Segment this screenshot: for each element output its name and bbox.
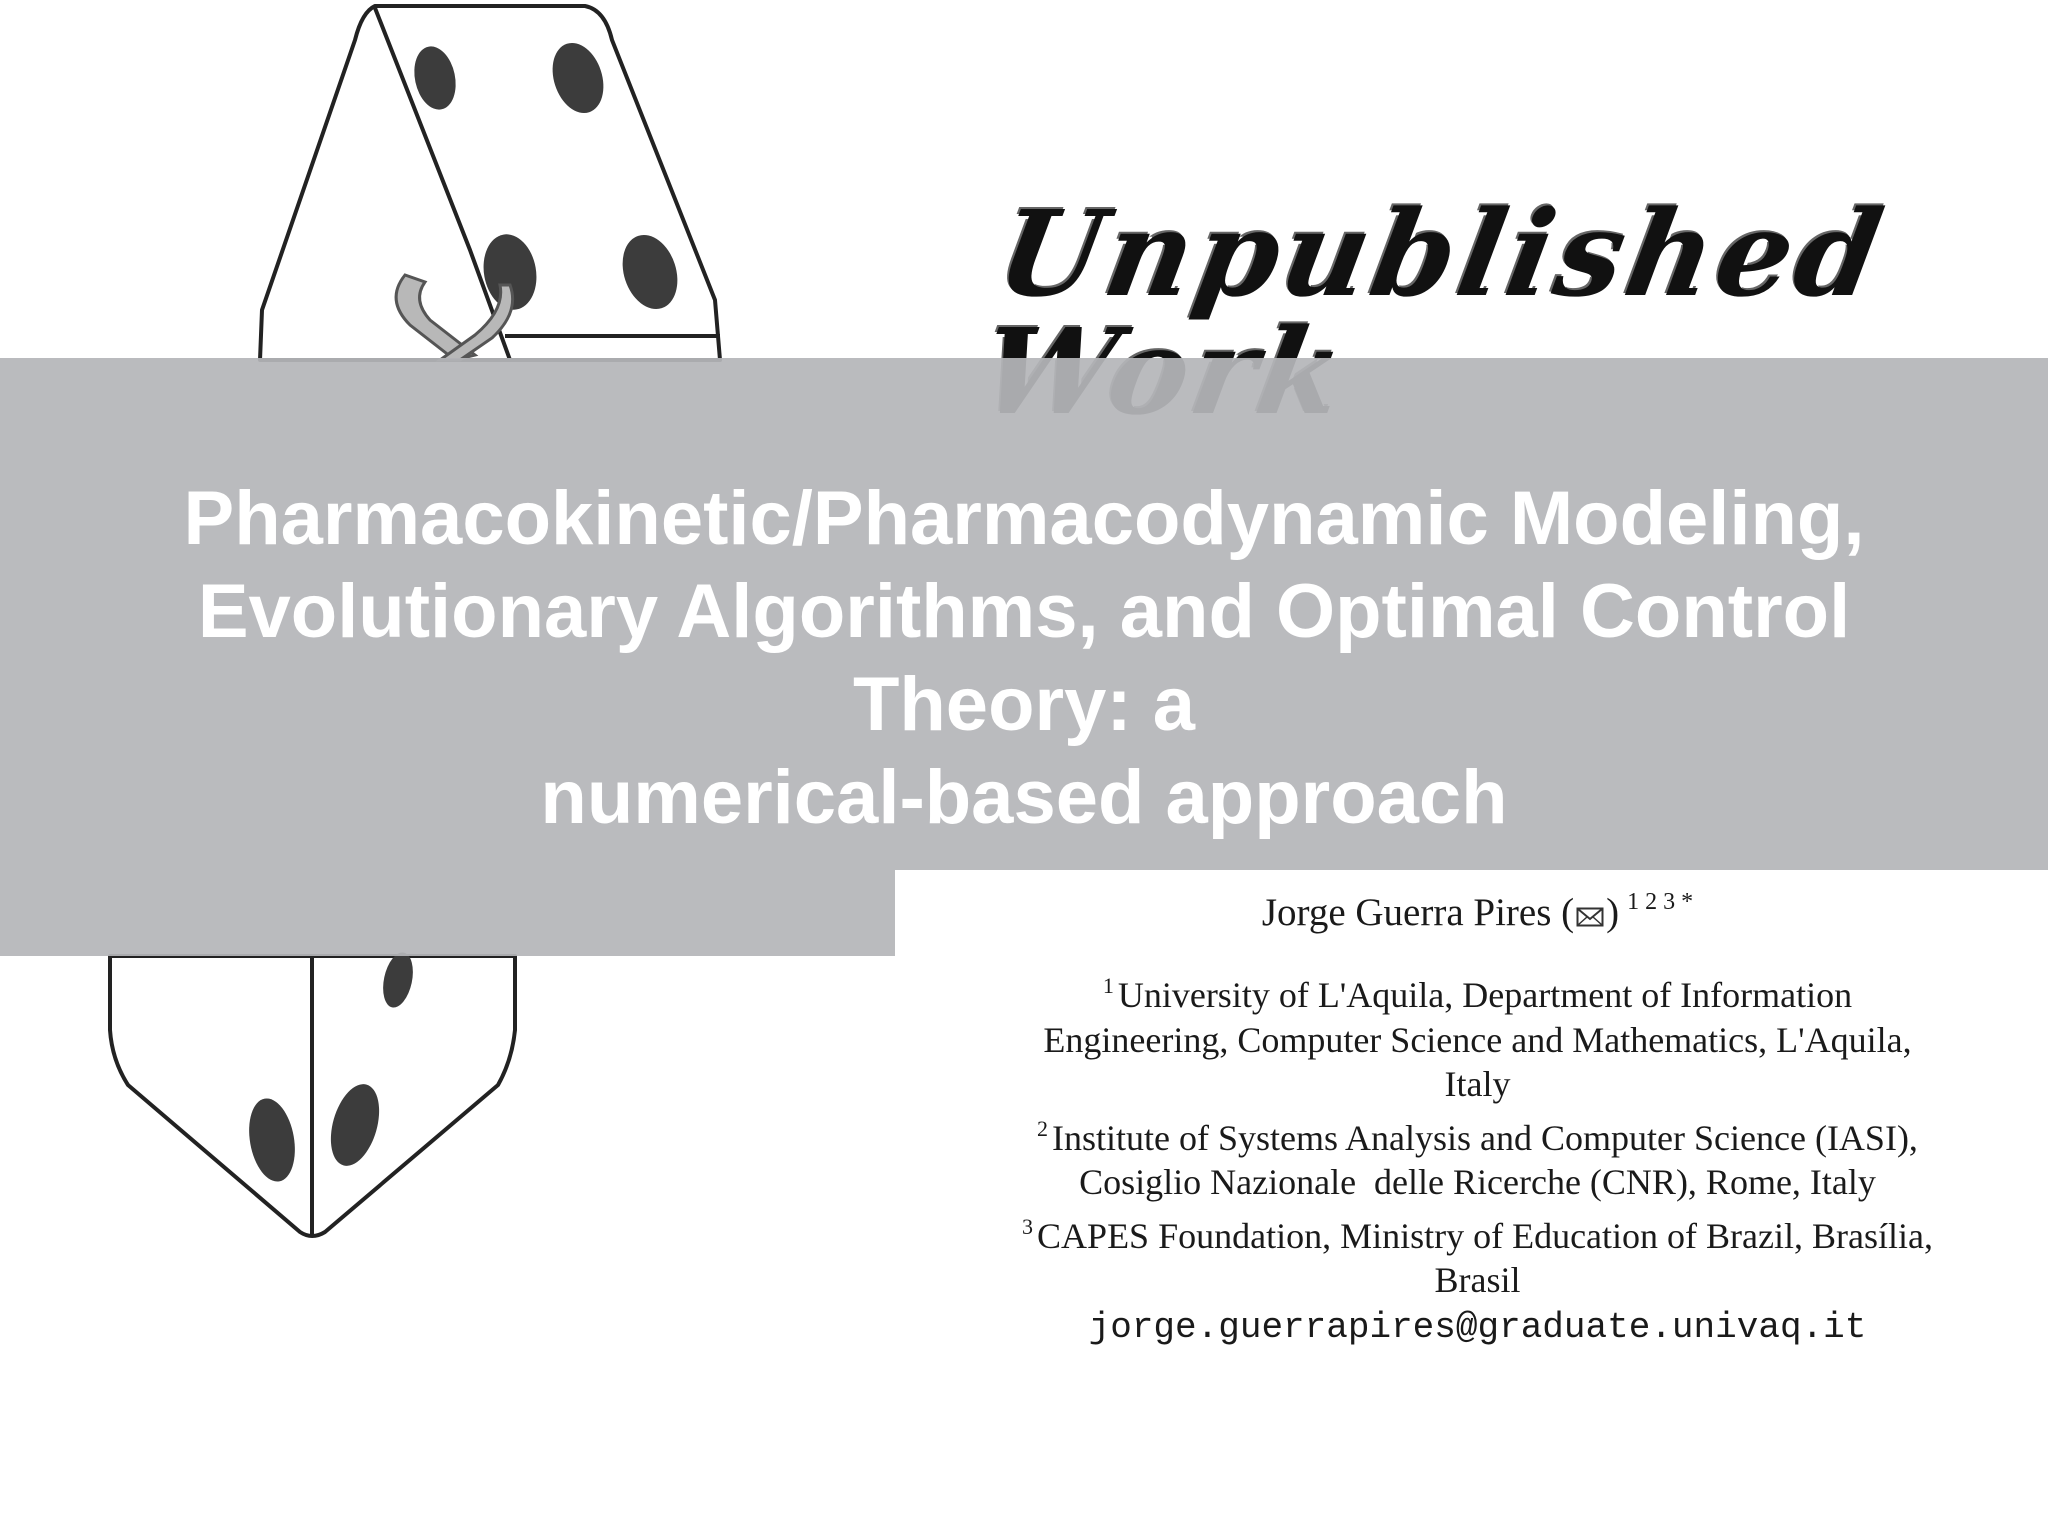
author-name-close: )	[1606, 891, 1620, 934]
author-block	[940, 876, 2015, 1351]
envelope-icon[interactable]	[1576, 890, 1604, 942]
affiliation-text: Institute of Systems Analysis and Computer Science (IASI),	[1052, 1117, 1918, 1158]
affiliation-number: 3	[1022, 1213, 1034, 1239]
bottom-die	[110, 956, 515, 1236]
affiliation-text: Engineering, Computer Science and Mathematics, L'Aquila,	[1043, 1019, 1912, 1060]
affiliation-text: Brasil	[1434, 1260, 1521, 1301]
title-line: Theory: a	[852, 662, 1196, 747]
affiliation-number: 1	[1102, 973, 1114, 999]
author-name-text: Jorge Guerra Pires (	[1261, 891, 1575, 934]
title-line: Evolutionary Algorithms, and Optimal Control	[197, 569, 1851, 654]
affiliation-3	[940, 1205, 2015, 1303]
affiliation-text: Cosiglio Nazionale delle Ricerche (CNR), Rome, Italy	[1079, 1162, 1876, 1203]
affiliation-text: CAPES Foundation, Ministry of Education of Brazil, Brasília,	[1037, 1215, 1933, 1256]
affiliation-number: 2	[1037, 1115, 1049, 1141]
title-line: Pharmacokinetic/Pharmacodynamic Modeling,	[183, 476, 1865, 561]
affiliation-text: Italy	[1444, 1064, 1511, 1105]
title-band-lower	[0, 870, 895, 956]
stamp-line-1: Unpublished	[988, 184, 1896, 323]
affiliation-2	[940, 1107, 2015, 1205]
paper-title	[0, 472, 2048, 844]
author-name	[940, 876, 2015, 942]
author-affiliation-markers: 1 2 3 *	[1627, 889, 1694, 915]
title-line: numerical-based approach	[540, 755, 1508, 840]
affiliation-1	[940, 964, 2015, 1107]
author-email[interactable]: jorge.guerrapires@graduate.univaq.it	[1088, 1306, 1867, 1348]
affiliation-text: University of L'Aquila, Department of Information	[1117, 975, 1853, 1016]
